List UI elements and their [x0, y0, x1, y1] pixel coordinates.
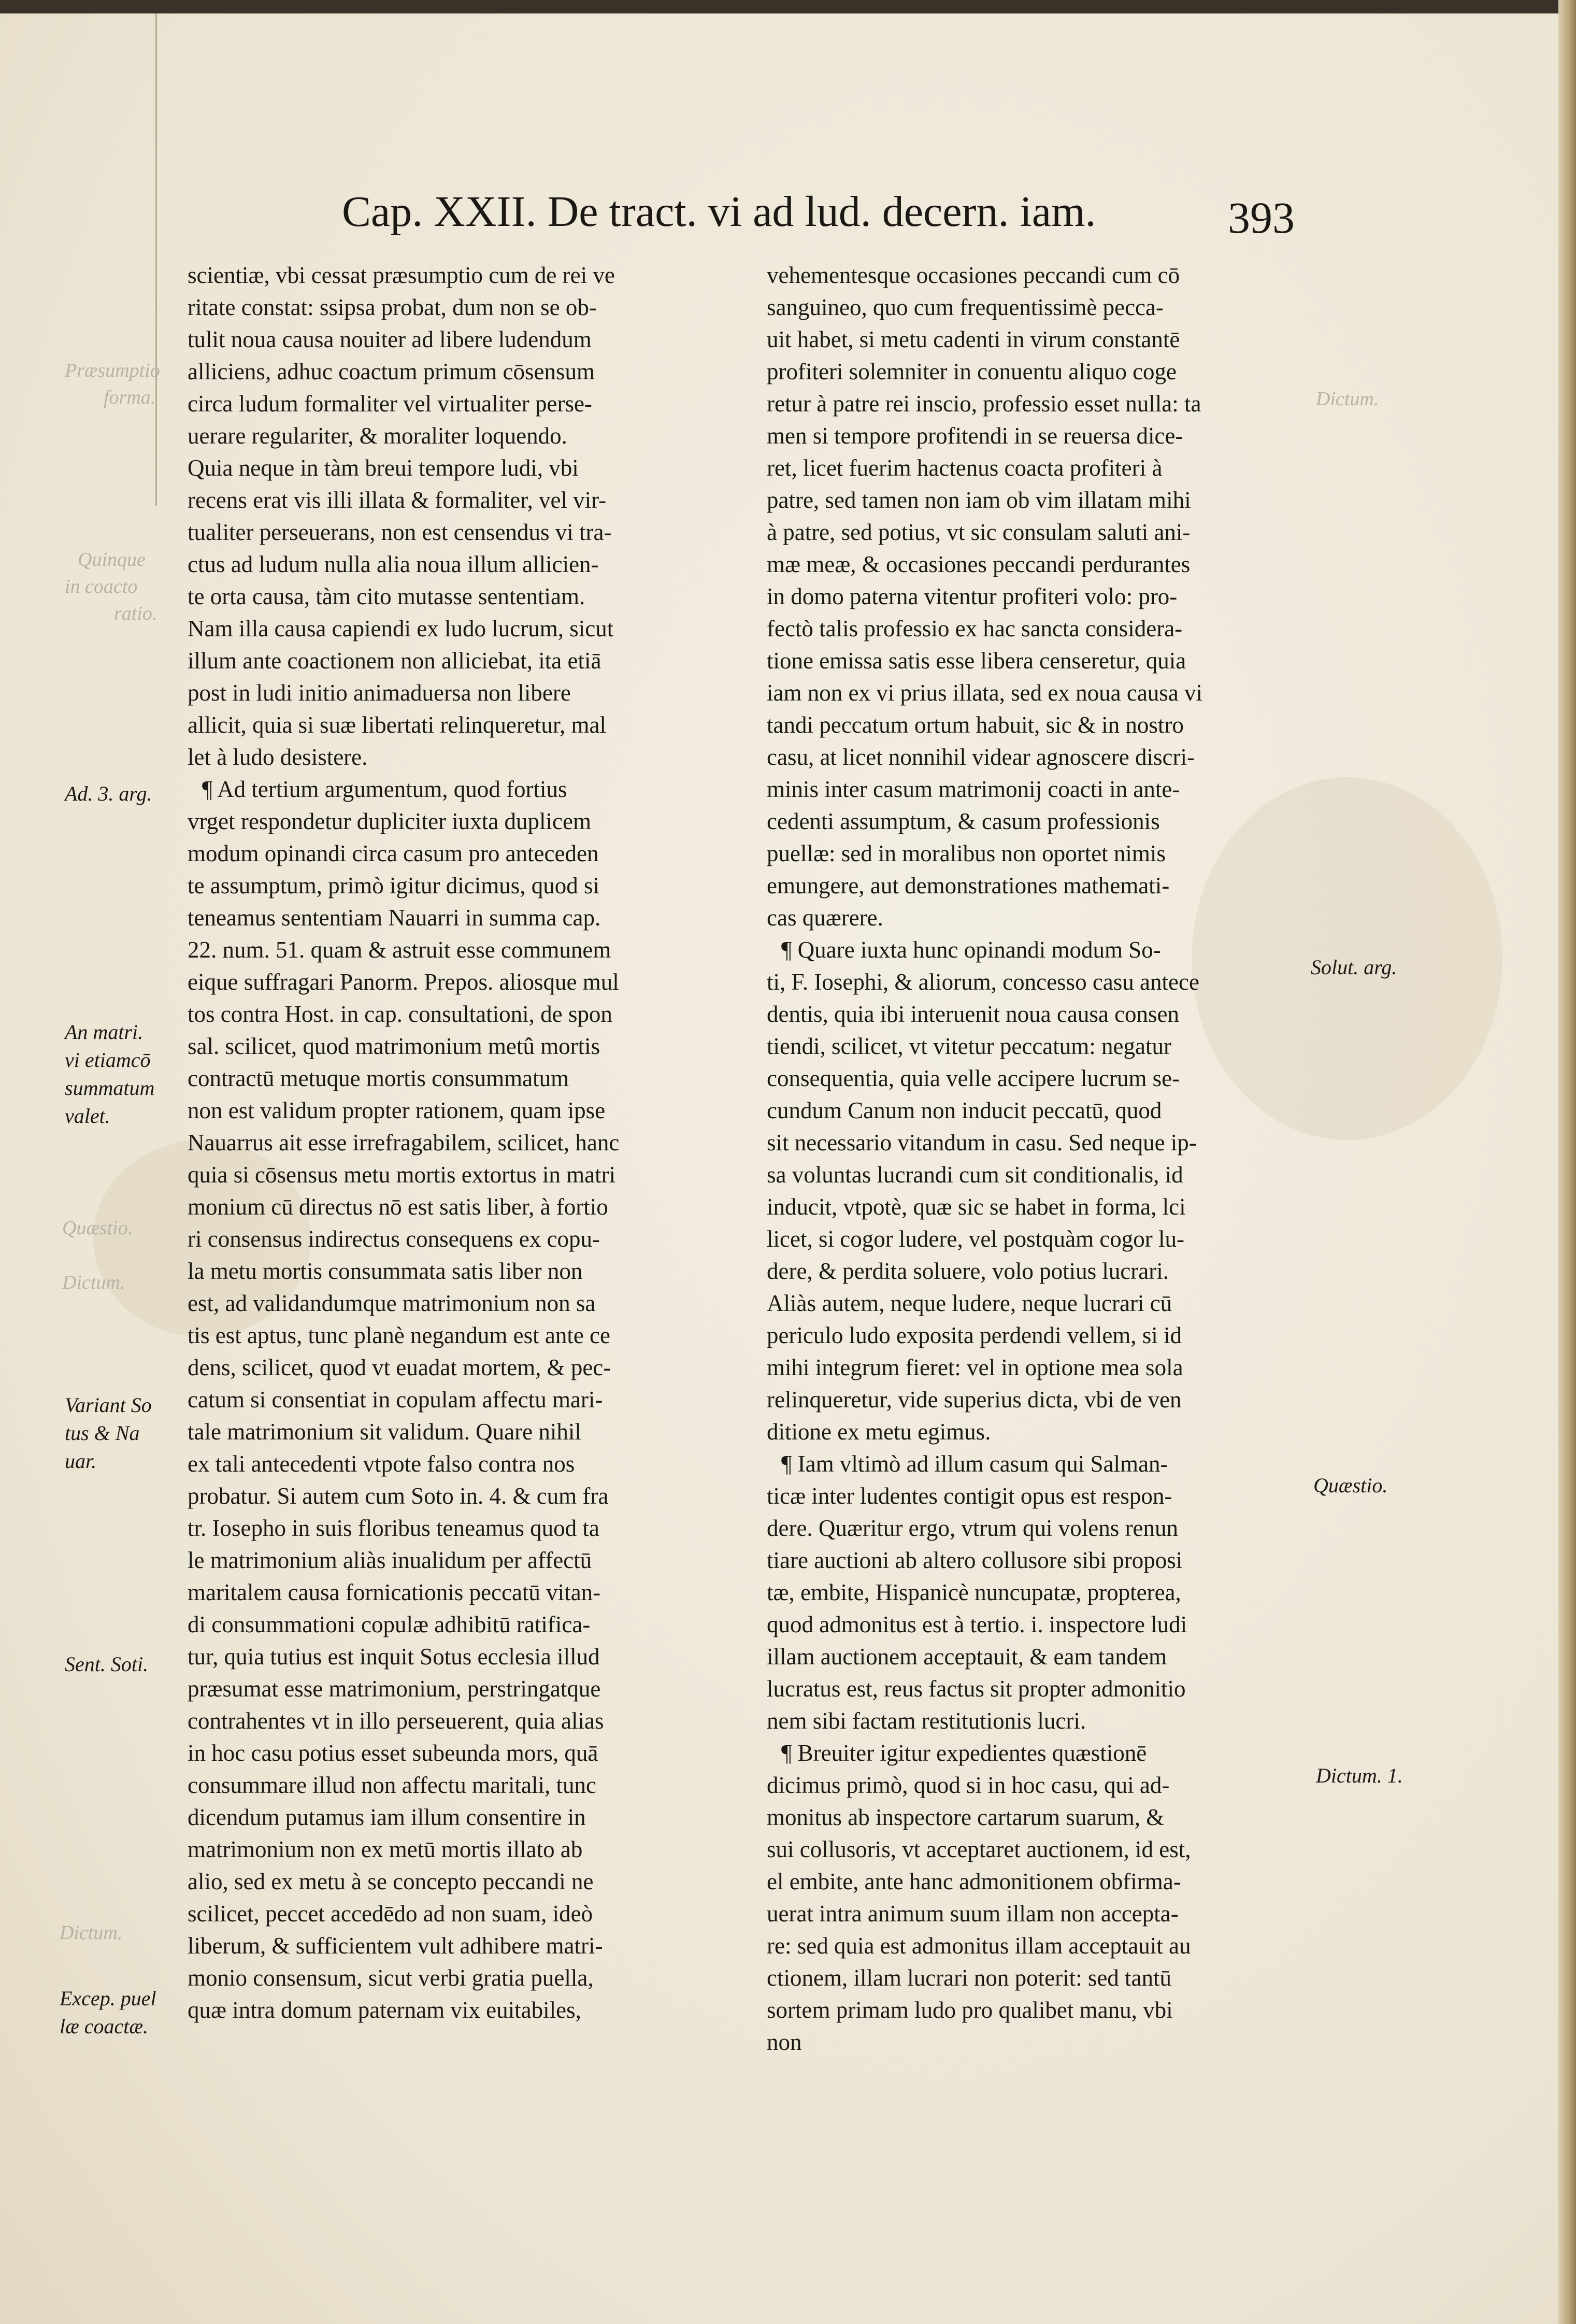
text-line: scilicet, peccet accedēdo ad non suam, ideò — [188, 1901, 593, 1927]
text-line: la metu mortis consummata satis liber non — [188, 1258, 583, 1284]
text-line: quia si cōsensus metu mortis extortus in matri — [188, 1162, 616, 1188]
faint-margin-text: Dictum. — [62, 1272, 125, 1293]
text-line: ¶ Breuiter igitur expedientes quæstionē — [781, 1740, 1147, 1766]
text-line: tr. Iosepho in suis floribus teneamus quod ta — [188, 1515, 599, 1541]
text-line: scientiæ, vbi cessat præsumptio cum de rei ve — [188, 262, 615, 288]
margin-note-an-matri-3: summatum — [65, 1076, 155, 1100]
text-line: tandi peccatum ortum habuit, sic & in nostro — [767, 712, 1184, 738]
text-line: alliciens, adhuc coactum primum cōsensum — [188, 359, 595, 384]
text-line: minis inter casum matrimonij coacti in ante- — [767, 776, 1180, 802]
text-line: à patre, sed potius, vt sic consulam saluti ani- — [767, 519, 1191, 545]
text-line: te orta causa, tàm cito mutasse sententiam. — [188, 583, 585, 609]
text-line: lucratus est, reus factus sit propter admonitio — [767, 1676, 1186, 1702]
text-line: consummare illud non affectu maritali, tunc — [188, 1772, 596, 1798]
text-line: dens, scilicet, quod vt euadat mortem, & pec- — [188, 1355, 611, 1380]
text-line: non — [767, 2029, 802, 2055]
text-line: præsumat esse matrimonium, perstringatque — [188, 1676, 601, 1702]
page-top-edge — [0, 0, 1576, 13]
text-line: ri consensus indirectus consequens ex copu- — [188, 1226, 600, 1252]
margin-note-an-matri-2: vi etiamcō — [65, 1048, 151, 1072]
margin-note-an-matri-4: valet. — [65, 1104, 110, 1128]
faint-margin-text: Dictum. — [60, 1922, 123, 1944]
text-line: retur à patre rei inscio, professio esset nulla: ta — [767, 391, 1201, 417]
text-line: illum ante coactionem non alliciebat, ita etiā — [188, 648, 601, 674]
text-line: ex tali antecedenti vtpote falso contra nos — [188, 1451, 575, 1477]
text-line: circa ludum formaliter vel virtualiter perse- — [188, 391, 592, 417]
text-line: dicimus primò, quod si in hoc casu, qui ad- — [767, 1772, 1170, 1798]
text-line: liberum, & sufficientem vult adhibere matri- — [188, 1933, 603, 1959]
text-line: cundum Canum non inducit peccatū, quod — [767, 1097, 1162, 1123]
text-line: teneamus sententiam Nauarri in summa cap. — [188, 905, 601, 931]
text-line: tione emissa satis esse libera censeretur, quia — [767, 648, 1186, 674]
text-line: ¶ Ad tertium argumentum, quod fortius — [202, 776, 567, 802]
margin-note-variant-3: uar. — [65, 1449, 97, 1473]
text-line: tæ, embite, Hispanicè nuncupatæ, propterea, — [767, 1579, 1181, 1605]
text-line: sortem primam ludo pro qualibet manu, vbi — [767, 1997, 1173, 2023]
text-line: ret, licet fuerim hactenus coacta profiteri à — [767, 455, 1163, 481]
text-line: fectò talis professio ex hac sancta considera- — [767, 616, 1183, 641]
text-line: Nauarrus ait esse irrefragabilem, scilicet, hanc — [188, 1130, 620, 1156]
text-line: non est validum propter rationem, quam ipse — [188, 1097, 606, 1123]
page-fold-line — [155, 13, 157, 506]
text-line: probatur. Si autem cum Soto in. 4. & cum fra — [188, 1483, 609, 1509]
text-line: periculo ludo exposita perdendi vellem, si id — [767, 1322, 1182, 1348]
text-line: monitus ab inspectore cartarum suarum, & — [767, 1804, 1165, 1830]
text-line: sui collusoris, vt acceptaret auctionem, id est, — [767, 1836, 1191, 1862]
text-line: post in ludi initio animaduersa non libere — [188, 680, 571, 706]
text-line: in domo paterna vitentur profiteri volo: pro- — [767, 583, 1178, 609]
text-line: patre, sed tamen non iam ob vim illatam mihi — [767, 487, 1191, 513]
text-line: mæ meæ, & occasiones peccandi perdurantes — [767, 551, 1191, 577]
running-head: Cap. XXII. De tract. vi ad lud. decern. iam. — [342, 188, 1096, 236]
faint-margin-text: Quæstio. — [62, 1217, 133, 1239]
text-line: uerat intra animum suum illam non accepta- — [767, 1901, 1179, 1927]
text-line: di consummationi copulæ adhibitū ratifica- — [188, 1612, 591, 1637]
faint-margin-text: Præsumptio — [65, 360, 160, 381]
right-text-column — [767, 259, 1306, 2058]
faint-margin-text: ratio. — [114, 603, 157, 624]
faint-margin-text: Dictum. — [1316, 388, 1379, 410]
text-line: quæ intra domum paternam vix euitabiles, — [188, 1997, 581, 2023]
text-line: contrahentes vt in illo perseuerent, quia alias — [188, 1708, 604, 1734]
text-line: ctionem, illam lucrari non poterit: sed tantū — [767, 1965, 1172, 1991]
margin-note-quaestio: Quæstio. — [1313, 1474, 1388, 1497]
text-line: in hoc casu potius esset subeunda mors, quā — [188, 1740, 598, 1766]
text-line: tur, quia tutius est inquit Sotus ecclesia illud — [188, 1644, 600, 1670]
text-line: Quia neque in tàm breui tempore ludi, vbi — [188, 455, 579, 481]
text-line: 22. num. 51. quam & astruit esse communem — [188, 937, 611, 963]
text-line: monium cū directus nō est satis liber, à fortio — [188, 1194, 608, 1220]
margin-note-dictum-1: Dictum. 1. — [1316, 1764, 1403, 1787]
text-line: ti, F. Iosephi, & aliorum, concesso casu antece — [767, 969, 1199, 995]
text-line: emungere, aut demonstrationes mathemati- — [767, 873, 1170, 899]
margin-note-an-matri-1: An matri. — [65, 1020, 144, 1044]
text-line: cas quærere. — [767, 905, 883, 931]
text-line: maritalem causa fornicationis peccatū vitan- — [188, 1579, 601, 1605]
text-line: dere, & perdita soluere, volo potius lucrari. — [767, 1258, 1169, 1284]
text-line: quod admonitus est à tertio. i. inspectore ludi — [767, 1612, 1187, 1637]
page-binding-edge — [1558, 0, 1576, 2324]
margin-note-variant-1: Variant So — [65, 1393, 152, 1417]
text-line: puellæ: sed in moralibus non oportet nimis — [767, 840, 1166, 866]
text-line: le matrimonium aliàs inualidum per affectū — [188, 1547, 592, 1573]
text-line: tis est aptus, tunc planè negandum est ante ce — [188, 1322, 610, 1348]
text-line: modum opinandi circa casum pro anteceden — [188, 840, 599, 866]
text-line: ¶ Iam vltimò ad illum casum qui Salman- — [781, 1451, 1168, 1477]
text-line: matrimonium non ex metū mortis illato ab — [188, 1836, 583, 1862]
text-line: re: sed quia est admonitus illam acceptauit au — [767, 1933, 1191, 1959]
faint-margin-text: in coacto — [65, 576, 138, 597]
text-line: ticæ inter ludentes contigit opus est respon- — [767, 1483, 1172, 1509]
text-line: Aliàs autem, neque ludere, neque lucrari cū — [767, 1290, 1172, 1316]
text-line: ditione ex metu egimus. — [767, 1419, 991, 1445]
text-line: profiteri solemniter in conuentu aliquo coge — [767, 359, 1177, 384]
text-line: tiendi, scilicet, vt vitetur peccatum: negatur — [767, 1033, 1171, 1059]
text-line: iam non ex vi prius illata, sed ex noua causa vi — [767, 680, 1203, 706]
text-line: el embite, ante hanc admonitionem obfirma- — [767, 1869, 1181, 1894]
text-line: uit habet, si metu cadenti in virum constantē — [767, 326, 1180, 352]
text-line: eique suffragari Panorm. Prepos. aliosque mul — [188, 969, 619, 995]
text-line: tulit noua causa nouiter ad libere ludendum — [188, 326, 592, 352]
text-line: monio consensum, sicut verbi gratia puella, — [188, 1965, 594, 1991]
text-line: casu, at licet nonnihil videar agnoscere discri- — [767, 744, 1195, 770]
text-line: inducit, vtpotè, quæ sic se habet in forma, lci — [767, 1194, 1186, 1220]
text-line: illam auctionem acceptauit, & eam tandem — [767, 1644, 1167, 1670]
margin-note-sent-soti: Sent. Soti. — [65, 1652, 149, 1676]
text-line: recens erat vis illi illata & formaliter, vel vir- — [188, 487, 607, 513]
text-line: vrget respondetur dupliciter iuxta duplicem — [188, 808, 591, 834]
text-line: dentis, quia ibi interuenit noua causa consen — [767, 1001, 1180, 1027]
text-line: sit necessario vitandum in casu. Sed neque ip- — [767, 1130, 1197, 1156]
text-line: tiare auctioni ab altero collusore sibi proposi — [767, 1547, 1183, 1573]
text-line: vehementesque occasiones peccandi cum cō — [767, 262, 1180, 288]
text-line: dere. Quæritur ergo, vtrum qui volens renun — [767, 1515, 1179, 1541]
text-line: ritate constat: ssipsa probat, dum non se ob- — [188, 294, 597, 320]
text-line: sanguineo, quo cum frequentissimè pecca- — [767, 294, 1164, 320]
text-line: relinqueretur, vide superius dicta, vbi de ven — [767, 1387, 1182, 1413]
text-line: ¶ Quare iuxta hunc opinandi modum So- — [781, 937, 1161, 963]
text-line: licet, si cogor ludere, vel postquàm cogor lu- — [767, 1226, 1185, 1252]
text-line: ctus ad ludum nulla alia noua illum allicien- — [188, 551, 599, 577]
faint-margin-text: forma. — [104, 387, 156, 408]
text-line: mihi integrum fieret: vel in optione mea sola — [767, 1355, 1183, 1380]
text-line: consequentia, quia velle accipere lucrum se- — [767, 1065, 1180, 1091]
margin-note-solut-arg: Solut. arg. — [1311, 956, 1397, 979]
page-number: 393 — [1228, 193, 1295, 243]
text-line: contractū metuque mortis consummatum — [188, 1065, 569, 1091]
text-line: catum si consentiat in copulam affectu mari- — [188, 1387, 603, 1413]
margin-note-variant-2: tus & Na — [65, 1421, 140, 1445]
text-line: men si tempore profitendi in se reuersa dice- — [767, 423, 1183, 449]
faint-margin-text: Quinque — [78, 549, 146, 571]
margin-note-excep-1: Excep. puel — [60, 1987, 156, 2010]
left-text-column — [188, 259, 721, 2026]
text-line: tos contra Host. in cap. consultationi, de spon — [188, 1001, 612, 1027]
text-line: sal. scilicet, quod matrimonium metû mortis — [188, 1033, 600, 1059]
text-line: tualiter perseuerans, non est censendus vi tra- — [188, 519, 612, 545]
text-line: dicendum putamus iam illum consentire in — [188, 1804, 586, 1830]
text-line: let à ludo desistere. — [188, 744, 368, 770]
margin-note-excep-2: læ coactæ. — [60, 2015, 149, 2038]
text-line: allicit, quia si suæ libertati relinqueretur, mal — [188, 712, 606, 738]
text-line: te assumptum, primò igitur dicimus, quod si — [188, 873, 599, 899]
text-line: est, ad validandumque matrimonium non sa — [188, 1290, 596, 1316]
text-line: tale matrimonium sit validum. Quare nihil — [188, 1419, 581, 1445]
text-line: uerare regulariter, & moraliter loquendo. — [188, 423, 567, 449]
text-line: nem sibi factam restitutionis lucri. — [767, 1708, 1086, 1734]
margin-note-ad-3-arg: Ad. 3. arg. — [65, 782, 152, 805]
text-line: alio, sed ex metu à se concepto peccandi ne — [188, 1869, 594, 1894]
text-line: cedenti assumptum, & casum professionis — [767, 808, 1160, 834]
text-line: Nam illa causa capiendi ex ludo lucrum, sicut — [188, 616, 614, 641]
text-line: sa voluntas lucrandi cum sit conditionalis, id — [767, 1162, 1183, 1188]
